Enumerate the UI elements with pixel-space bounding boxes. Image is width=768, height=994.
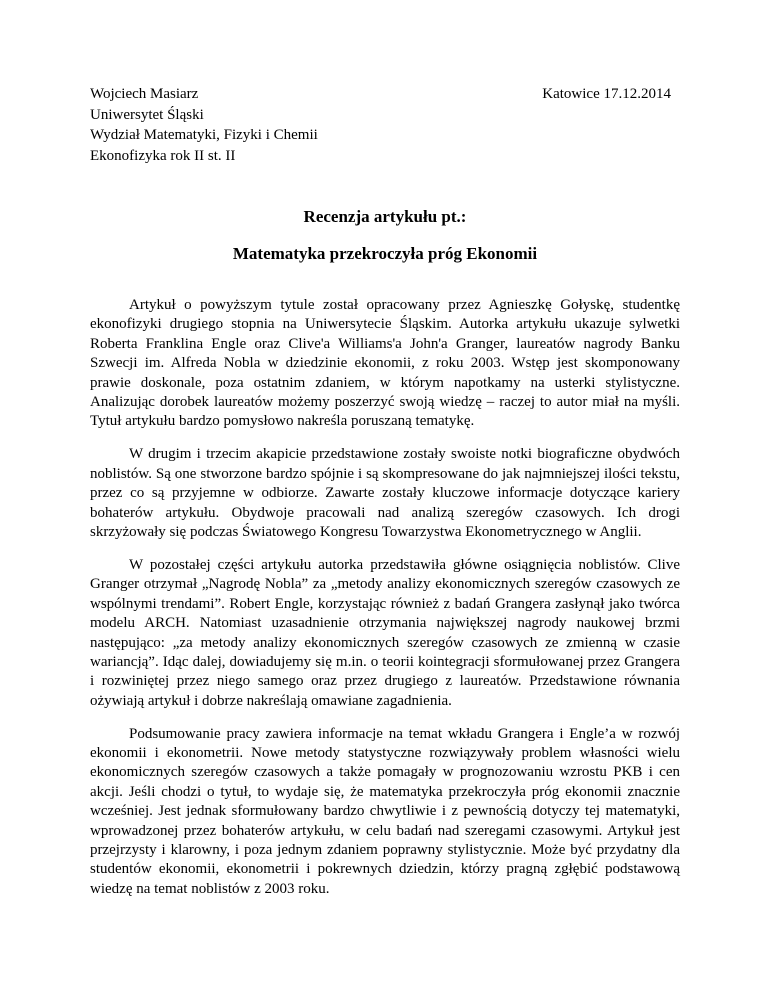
document-subtitle: Matematyka przekroczyła próg Ekonomii [232, 244, 538, 263]
document-page [90, 84, 680, 913]
document-body [90, 296, 680, 899]
document-title: Recenzja artykułu pt.: [303, 207, 467, 226]
author-name: Wojciech Masiarz [90, 86, 199, 102]
paragraph-1: Artykuł o powyższym tytule został opracowany przez Agnieszkę Gołyskę, studentkę ekonofizyki drugiego stopnia na Uniwersytecie Śląskim. Autorka artykułu ukazuje sylwetki Roberta Franklina Engle oraz Clive'a Williams'a John'a Granger, laureatów nagrody Banku Szwecji im. Alfreda Nobla w dziedzinie ekonomii, z roku 2003. Wstęp jest skomponowany prawie doskonale, poza ostatnim zdaniem, w którym napotkamy na usterki stylistyczne. Analizując dorobek laureatów możemy poszerzyć swoją wiedzę – raczej to autor miał na myśli. Tytuł artykułu bardzo pomysłowo nakreśla poruszaną tematykę. [90, 297, 680, 430]
author-university: Uniwersytet Śląski [90, 106, 204, 123]
paragraph-3: W pozostałej części artykułu autorka przedstawiła główne osiągnięcia noblistów. Clive Granger otrzymał „Nagrodę Nobla” za „metody analizy ekonomicznych szeregów czasowych ze wspólnymi trendami”. Robert Engle, korzystając również z badań Grangera zasłynął jako twórca modelu ARCH. Natomiast uzasadnienie otrzymania największej nagrody naukowej brzmi następująco: „za metody analizy ekonomicznych szeregów czasowych ze zmienną w czasie wariancją”. Idąc dalej, dowiadujemy się m.in. o teorii kointegracji sformułowanej przez Grangera i rozwiniętej przez niego samego oraz przez drugiego z laureatów. Przedstawione równania ożywiają artykuł i dobrze nakreślają omawiane zagadnienia. [90, 556, 680, 709]
paragraph-2: W drugim i trzecim akapicie przedstawione zostały swoiste notki biograficzne obydwóch noblistów. Są one stworzone bardzo spójnie i są skompresowane do jak najmniejszej ilości tekstu, przez co są przyjemne w odbiorze. Zawarte zostały kluczowe informacje dotyczące kariery bohaterów artykułu. Obydwoje pracowali nad analizą szeregów czasowych. Ich drogi skrzyżowały się podczas Światowego Kongresu Towarzystwa Ekonometrycznego w Anglii. [90, 446, 680, 540]
author-block [90, 84, 318, 166]
place-date: Katowice 17.12.2014 [542, 86, 671, 102]
author-faculty: Wydział Matematyki, Fizyki i Chemii [90, 127, 318, 143]
document-header [90, 84, 680, 164]
author-program: Ekonofizyka rok II st. II [90, 147, 236, 164]
paragraph-4: Podsumowanie pracy zawiera informacje na temat wkładu Grangera i Engle’a w rozwój ekonomii i ekonometrii. Nowe metody statystyczne rozwiązywały problem własności wielu ekonomicznych szeregów czasowych a także pomagały w prognozowaniu wzrostu PKB i cen akcji. Jeśli chodzi o tytuł, to wydaje się, że matematyka przekroczyła próg ekonomii znacznie wcześniej. Jest jednak sformułowany bardzo chwytliwie i z pewnością dotyczy tej matematyki, wprowadzonej przez bohaterów artykułu, w celu badań nad szeregami czasowymi. Artykuł jest przejrzysty i klarowny, i poza jednym zdaniem poprawny stylistycznie. Może być przydatny dla studentów ekonomii, ekonometrii i pokrewnych dziedzin, którzy pragną zgłębić podstawową wiedzę na temat noblistów z 2003 roku. [90, 725, 680, 897]
